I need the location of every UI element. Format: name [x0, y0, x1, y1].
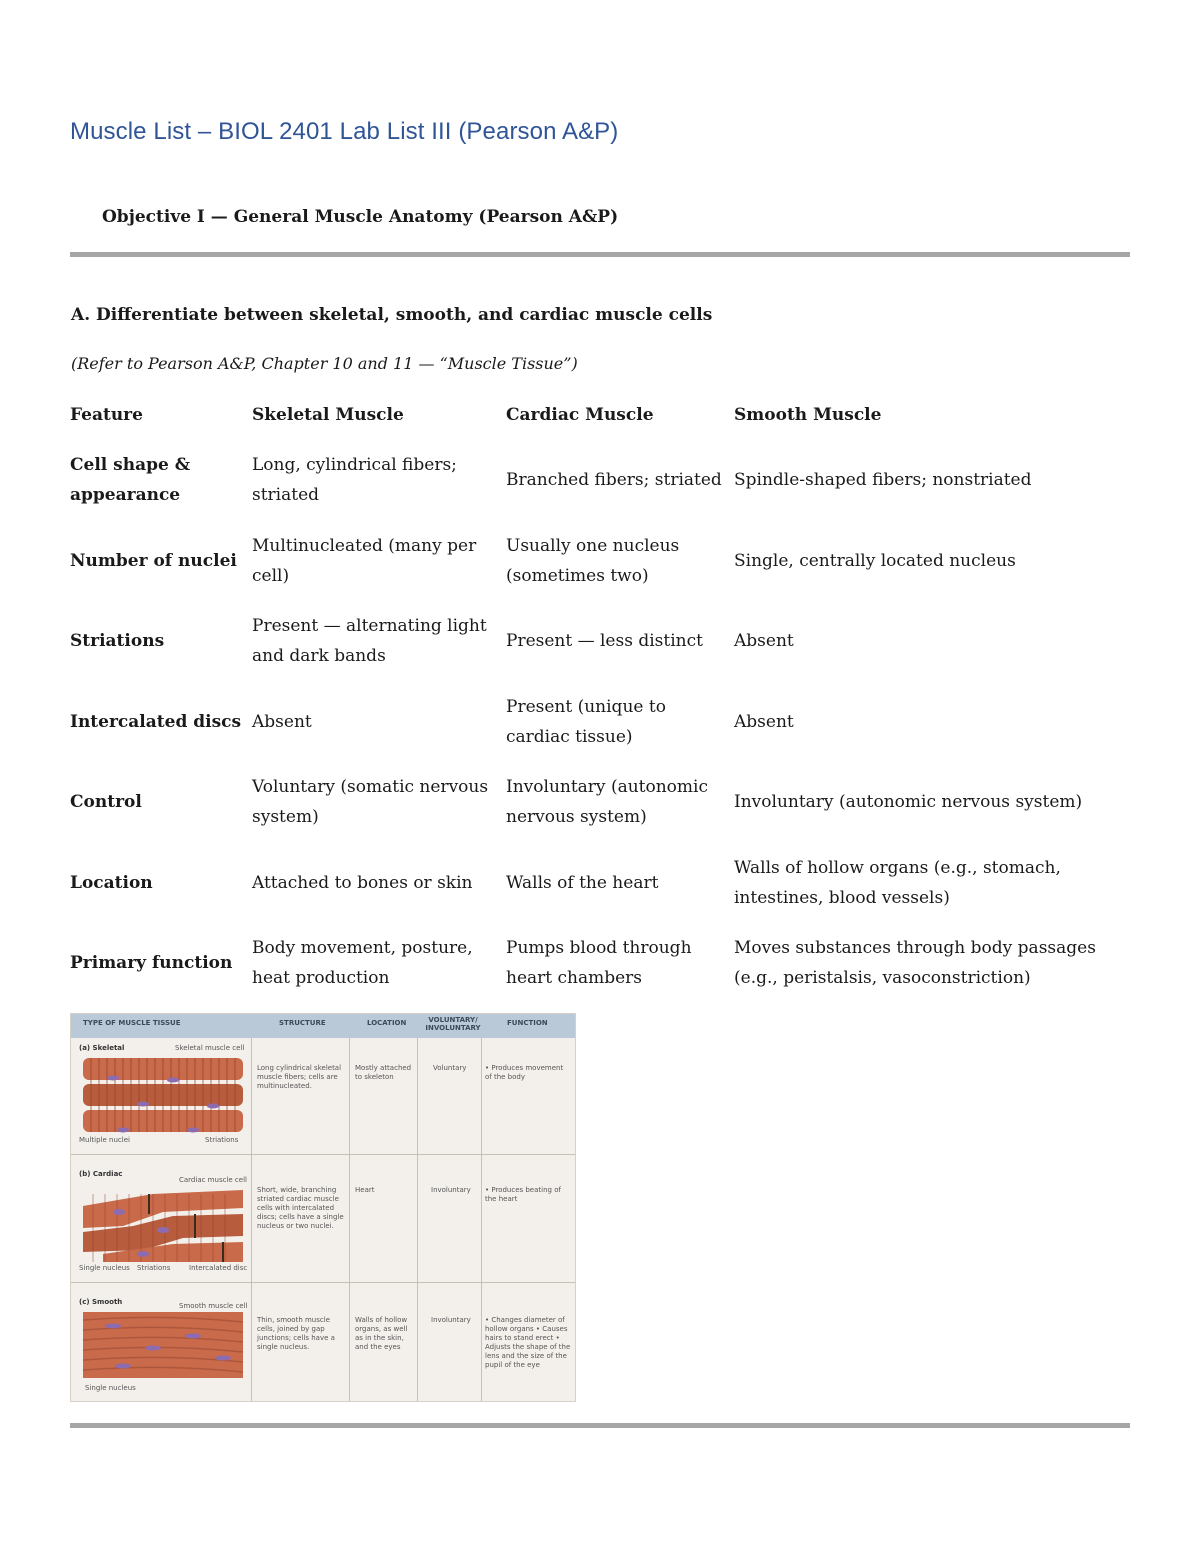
page-title: Muscle List – BIOL 2401 Lab List III (Pearson A&P)	[70, 118, 619, 145]
figure-type-skeletal: (a) Skeletal	[79, 1044, 125, 1052]
figure-callout: Striations	[205, 1136, 239, 1144]
header-cardiac: Cardiac Muscle	[506, 405, 654, 425]
table-row	[70, 440, 1130, 521]
table-cell: Voluntary (somatic nervous system)	[252, 777, 489, 828]
figure-callout: Single nucleus	[85, 1384, 136, 1392]
table-cell: Absent	[734, 631, 794, 652]
table-cell: Moves substances through body passages (e.g., peristalsis, vasoconstriction)	[734, 938, 1096, 989]
table-cell: Involuntary (autonomic nervous system)	[734, 792, 1083, 813]
figure-row-divider	[71, 1282, 575, 1283]
table-cell: Body movement, posture, heat production	[252, 938, 473, 989]
table-cell: Absent	[734, 711, 794, 732]
figure-header-function: FUNCTION	[507, 1019, 548, 1027]
figure-callout: Intercalated disc	[189, 1264, 248, 1272]
figure-column-divider	[251, 1038, 252, 1401]
row-label: Striations	[70, 631, 165, 652]
objective-heading: Objective I — General Muscle Anatomy (Pearson A&P)	[102, 207, 619, 227]
figure-row-divider	[71, 1154, 575, 1155]
table-cell: Present (unique to cardiac tissue)	[506, 696, 666, 747]
table-cell: Walls of the heart	[506, 872, 659, 893]
figure-location-cardiac: Heart	[355, 1186, 375, 1194]
figure-column-divider	[481, 1038, 482, 1401]
table-cell: Long, cylindrical fibers; striated	[252, 455, 457, 506]
table-row	[70, 923, 1130, 1004]
figure-type-cardiac: (b) Cardiac	[79, 1170, 123, 1178]
figure-header-structure: STRUCTURE	[279, 1019, 326, 1027]
table-cell: Attached to bones or skin	[252, 872, 473, 893]
table-cell: Usually one nucleus (sometimes two)	[506, 535, 680, 586]
table-row	[70, 682, 1130, 763]
table-cell: Spindle-shaped fibers; nonstriated	[734, 470, 1032, 491]
table-cell: Present — less distinct	[506, 631, 703, 652]
table-header-row	[70, 390, 1130, 440]
figure-location-skeletal: Mostly attached to skeleton	[355, 1064, 412, 1081]
header-skeletal: Skeletal Muscle	[252, 405, 404, 425]
figure-structure-skeletal: Long cylindrical skeletal muscle fibers; cells are multinucleated.	[257, 1064, 342, 1090]
table-row	[70, 521, 1130, 602]
figure-callout: Multiple nuclei	[79, 1136, 130, 1144]
divider-top	[70, 252, 1130, 257]
table-cell: Present — alternating light and dark bands	[252, 616, 487, 667]
row-label: Intercalated discs	[70, 711, 242, 732]
figure-header	[71, 1014, 575, 1038]
row-label: Primary function	[70, 953, 233, 974]
table-row	[70, 843, 1130, 924]
figure-column-divider	[349, 1038, 350, 1401]
figure-control-skeletal: Voluntary	[433, 1064, 467, 1072]
table-cell: Pumps blood through heart chambers	[506, 938, 692, 989]
figure-structure-smooth: Thin, smooth muscle cells, joined by gap junctions; cells have a single nucleus.	[257, 1316, 335, 1351]
figure-callout: Smooth muscle cell	[179, 1302, 248, 1310]
row-label: Control	[70, 792, 142, 813]
row-label: Cell shape & appearance	[70, 455, 191, 506]
figure-control-smooth: Involuntary	[431, 1316, 471, 1324]
figure-callout: Skeletal muscle cell	[175, 1044, 245, 1052]
muscle-comparison-table	[70, 390, 1130, 1004]
figure-function-skeletal: • Produces movement of the body	[485, 1064, 564, 1081]
figure-header-type: TYPE OF MUSCLE TISSUE	[83, 1019, 181, 1027]
figure-callout: Single nucleus	[79, 1264, 130, 1272]
header-feature: Feature	[70, 405, 143, 425]
figure-structure-cardiac: Short, wide, branching striated cardiac muscle cells with intercalated discs; cells have a single nucleus or two nuclei.	[257, 1186, 344, 1230]
table-cell: Single, centrally located nucleus	[734, 550, 1016, 571]
skeletal-muscle-illustration	[83, 1056, 243, 1136]
table-cell: Multinucleated (many per cell)	[252, 535, 477, 586]
figure-function-smooth: • Changes diameter of hollow organs • Causes hairs to stand erect • Adjusts the shape of the lens and the size of the pupil of the eye	[485, 1316, 571, 1369]
table-row	[70, 762, 1130, 843]
cardiac-muscle-illustration	[83, 1186, 243, 1264]
figure-function-cardiac: • Produces beating of the heart	[485, 1186, 561, 1203]
reference-note: (Refer to Pearson A&P, Chapter 10 and 11 — “Muscle Tissue”)	[71, 354, 578, 373]
figure-header-control: VOLUNTARY/ INVOLUNTARY	[425, 1016, 481, 1032]
table-cell: Walls of hollow organs (e.g., stomach, intestines, blood vessels)	[734, 857, 1061, 908]
figure-control-cardiac: Involuntary	[431, 1186, 471, 1194]
figure-type-smooth: (c) Smooth	[79, 1298, 123, 1306]
figure-callout: Cardiac muscle cell	[179, 1176, 247, 1184]
table-row	[70, 601, 1130, 682]
table-cell: Involuntary (autonomic nervous system)	[506, 777, 708, 828]
row-label: Location	[70, 872, 153, 893]
figure-location-smooth: Walls of hollow organs, as well as in the skin, and the eyes	[355, 1316, 408, 1351]
smooth-muscle-illustration	[83, 1312, 243, 1378]
muscle-tissue-figure	[70, 1013, 576, 1402]
table-cell: Absent	[252, 711, 312, 732]
table-cell: Branched fibers; striated	[506, 470, 722, 491]
figure-column-divider	[417, 1038, 418, 1401]
divider-bottom	[70, 1423, 1130, 1428]
figure-callout: Striations	[137, 1264, 171, 1272]
section-heading: A. Differentiate between skeletal, smooth, and cardiac muscle cells	[71, 305, 713, 325]
header-smooth: Smooth Muscle	[734, 405, 882, 425]
row-label: Number of nuclei	[70, 550, 237, 571]
figure-header-location: LOCATION	[367, 1019, 407, 1027]
